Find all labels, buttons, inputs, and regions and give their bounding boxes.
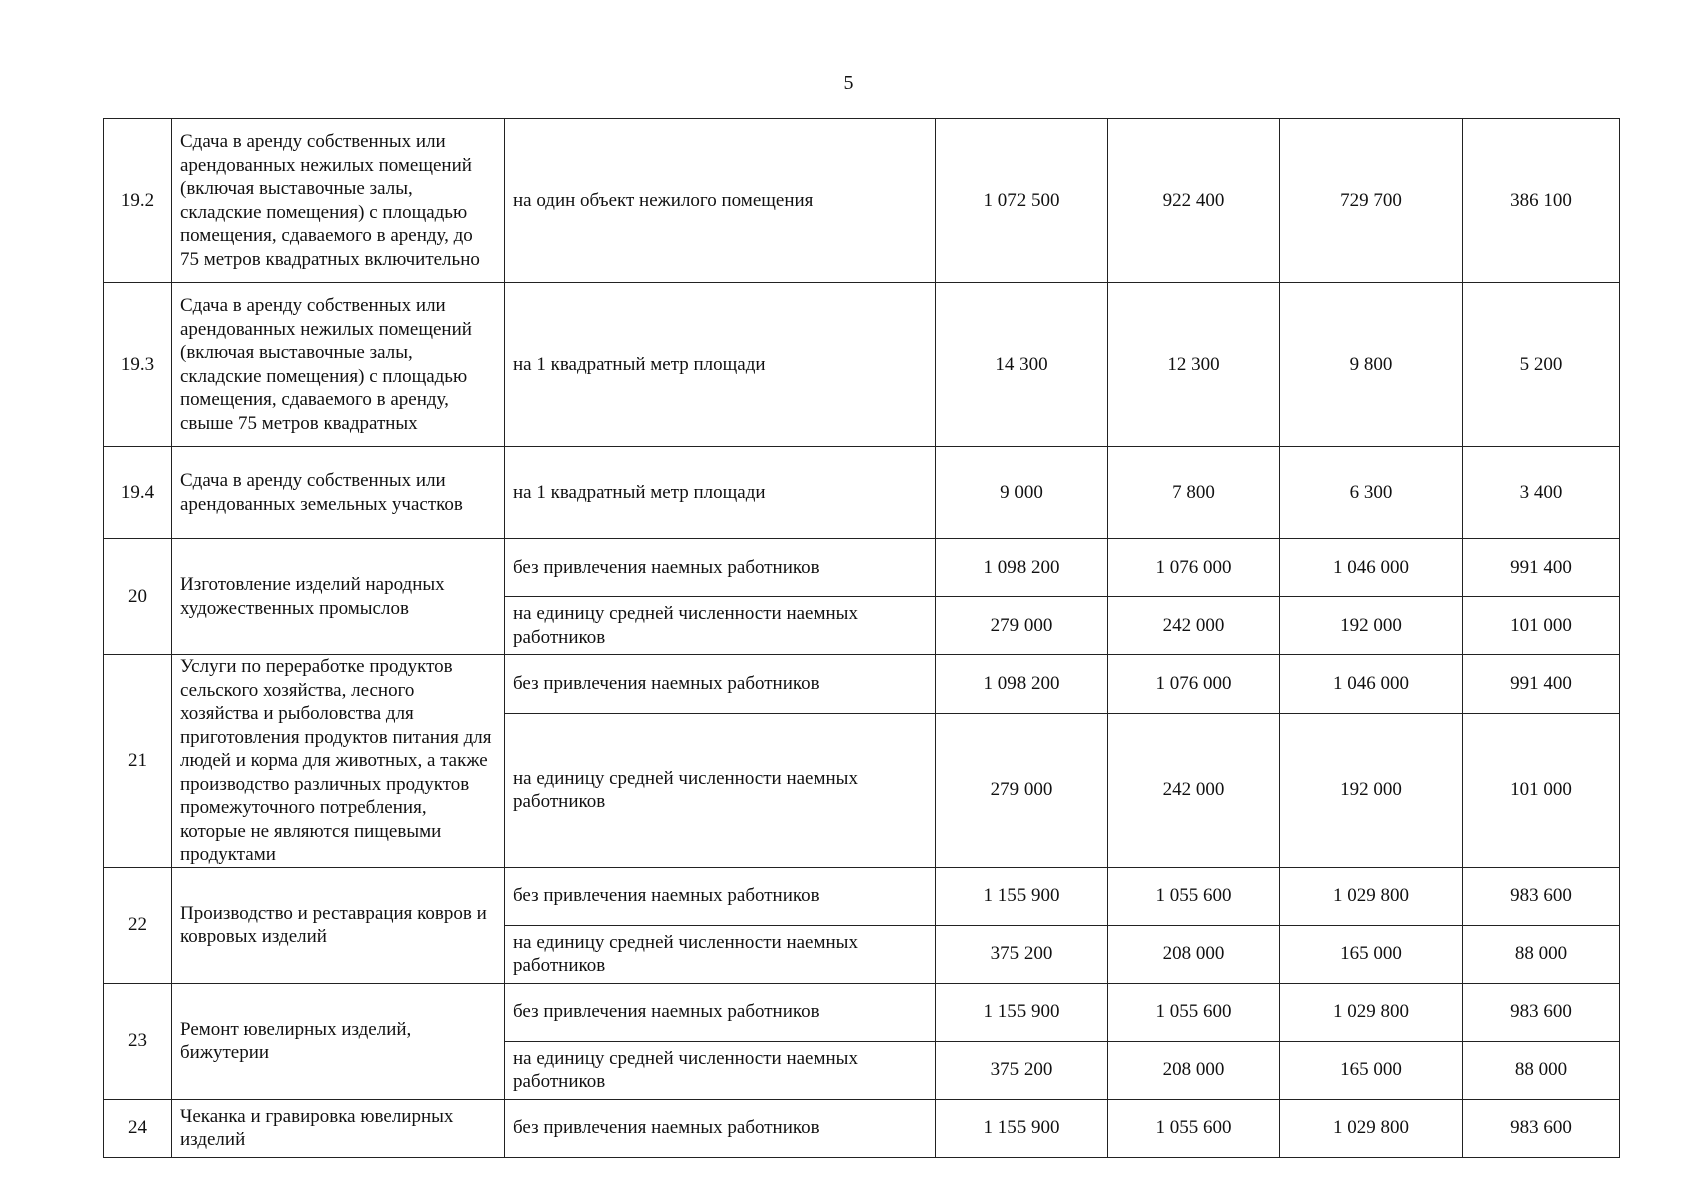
table-row — [104, 1099, 1620, 1157]
row-number-cell: 24 — [104, 1099, 172, 1157]
rate-value-cell: 3 400 — [1463, 447, 1620, 539]
calculation-base-cell: на один объект нежилого помещения — [505, 119, 936, 283]
rate-value-cell: 1 029 800 — [1280, 983, 1463, 1041]
calculation-base-cell: без привлечения наемных работников — [505, 539, 936, 597]
activity-name-cell: Ремонт ювелирных изделий, бижутерии — [172, 983, 505, 1099]
rate-value-cell: 1 076 000 — [1108, 655, 1280, 714]
rate-value-cell: 208 000 — [1108, 1041, 1280, 1099]
rate-value-cell: 88 000 — [1463, 1041, 1620, 1099]
rate-value-cell: 9 800 — [1280, 283, 1463, 447]
rate-value-cell: 1 055 600 — [1108, 1099, 1280, 1157]
rate-value-cell: 192 000 — [1280, 713, 1463, 867]
rate-value-cell: 1 155 900 — [936, 983, 1108, 1041]
rate-value-cell: 7 800 — [1108, 447, 1280, 539]
calculation-base-cell: на единицу средней численности наемных работников — [505, 925, 936, 983]
rate-value-cell: 1 055 600 — [1108, 867, 1280, 925]
calculation-base-cell: на 1 квадратный метр площади — [505, 447, 936, 539]
rate-value-cell: 1 046 000 — [1280, 539, 1463, 597]
row-number-cell: 19.2 — [104, 119, 172, 283]
rate-value-cell: 1 072 500 — [936, 119, 1108, 283]
calculation-base-cell: без привлечения наемных работников — [505, 655, 936, 714]
rate-value-cell: 5 200 — [1463, 283, 1620, 447]
rate-value-cell: 991 400 — [1463, 655, 1620, 714]
calculation-base-cell: на единицу средней численности наемных работников — [505, 1041, 936, 1099]
row-number-cell: 21 — [104, 655, 172, 868]
row-number-cell: 20 — [104, 539, 172, 655]
table-row — [104, 867, 1620, 925]
rate-value-cell: 1 029 800 — [1280, 1099, 1463, 1157]
rate-value-cell: 192 000 — [1280, 597, 1463, 655]
rate-value-cell: 101 000 — [1463, 713, 1620, 867]
rate-value-cell: 165 000 — [1280, 925, 1463, 983]
row-number-cell: 22 — [104, 867, 172, 983]
rate-value-cell: 983 600 — [1463, 983, 1620, 1041]
rate-value-cell: 1 098 200 — [936, 655, 1108, 714]
row-number-cell: 23 — [104, 983, 172, 1099]
rate-value-cell: 983 600 — [1463, 867, 1620, 925]
activity-name-cell: Сдача в аренду собственных или арендованных земельных участков — [172, 447, 505, 539]
rate-value-cell: 14 300 — [936, 283, 1108, 447]
activity-name-cell: Услуги по переработке продуктов сельского хозяйства, лесного хозяйства и рыболовства для приготовления продуктов питания для людей и корма для животных, а также производство различных продуктов промежуточного потребления, которые не являются пищевыми продуктами — [172, 655, 505, 868]
calculation-base-cell: без привлечения наемных работников — [505, 983, 936, 1041]
rate-value-cell: 1 076 000 — [1108, 539, 1280, 597]
rate-value-cell: 165 000 — [1280, 1041, 1463, 1099]
rate-value-cell: 983 600 — [1463, 1099, 1620, 1157]
rate-value-cell: 101 000 — [1463, 597, 1620, 655]
calculation-base-cell: на единицу средней численности наемных работников — [505, 713, 936, 867]
row-number-cell: 19.3 — [104, 283, 172, 447]
table-row — [104, 539, 1620, 597]
rate-value-cell: 6 300 — [1280, 447, 1463, 539]
rates-table-body — [104, 119, 1620, 1158]
activity-name-cell: Изготовление изделий народных художественных промыслов — [172, 539, 505, 655]
calculation-base-cell: на 1 квадратный метр площади — [505, 283, 936, 447]
rate-value-cell: 1 155 900 — [936, 867, 1108, 925]
activity-name-cell: Чеканка и гравировка ювелирных изделий — [172, 1099, 505, 1157]
calculation-base-cell: без привлечения наемных работников — [505, 1099, 936, 1157]
activity-name-cell: Сдача в аренду собственных или арендованных нежилых помещений (включая выставочные залы, складские помещения) с площадью помещения, сдаваемого в аренду, свыше 75 метров квадратных — [172, 283, 505, 447]
rate-value-cell: 922 400 — [1108, 119, 1280, 283]
rate-value-cell: 242 000 — [1108, 713, 1280, 867]
rate-value-cell: 375 200 — [936, 1041, 1108, 1099]
table-row — [104, 983, 1620, 1041]
rate-value-cell: 88 000 — [1463, 925, 1620, 983]
rate-value-cell: 1 046 000 — [1280, 655, 1463, 714]
calculation-base-cell: на единицу средней численности наемных работников — [505, 597, 936, 655]
rate-value-cell: 386 100 — [1463, 119, 1620, 283]
table-row — [104, 655, 1620, 714]
rate-value-cell: 1 055 600 — [1108, 983, 1280, 1041]
rate-value-cell: 991 400 — [1463, 539, 1620, 597]
rates-table — [103, 118, 1620, 1158]
rate-value-cell: 729 700 — [1280, 119, 1463, 283]
calculation-base-cell: без привлечения наемных работников — [505, 867, 936, 925]
table-row — [104, 283, 1620, 447]
rate-value-cell: 1 098 200 — [936, 539, 1108, 597]
table-row — [104, 119, 1620, 283]
rate-value-cell: 1 029 800 — [1280, 867, 1463, 925]
rate-value-cell: 12 300 — [1108, 283, 1280, 447]
rate-value-cell: 279 000 — [936, 597, 1108, 655]
rate-value-cell: 279 000 — [936, 713, 1108, 867]
rate-value-cell: 9 000 — [936, 447, 1108, 539]
activity-name-cell: Производство и реставрация ковров и ковровых изделий — [172, 867, 505, 983]
page-number: 5 — [843, 72, 854, 94]
rate-value-cell: 242 000 — [1108, 597, 1280, 655]
row-number-cell: 19.4 — [104, 447, 172, 539]
activity-name-cell: Сдача в аренду собственных или арендованных нежилых помещений (включая выставочные залы, складские помещения) с площадью помещения, сдаваемого в аренду, до 75 метров квадратных включительно — [172, 119, 505, 283]
table-row — [104, 447, 1620, 539]
rate-value-cell: 208 000 — [1108, 925, 1280, 983]
rate-value-cell: 1 155 900 — [936, 1099, 1108, 1157]
rate-value-cell: 375 200 — [936, 925, 1108, 983]
